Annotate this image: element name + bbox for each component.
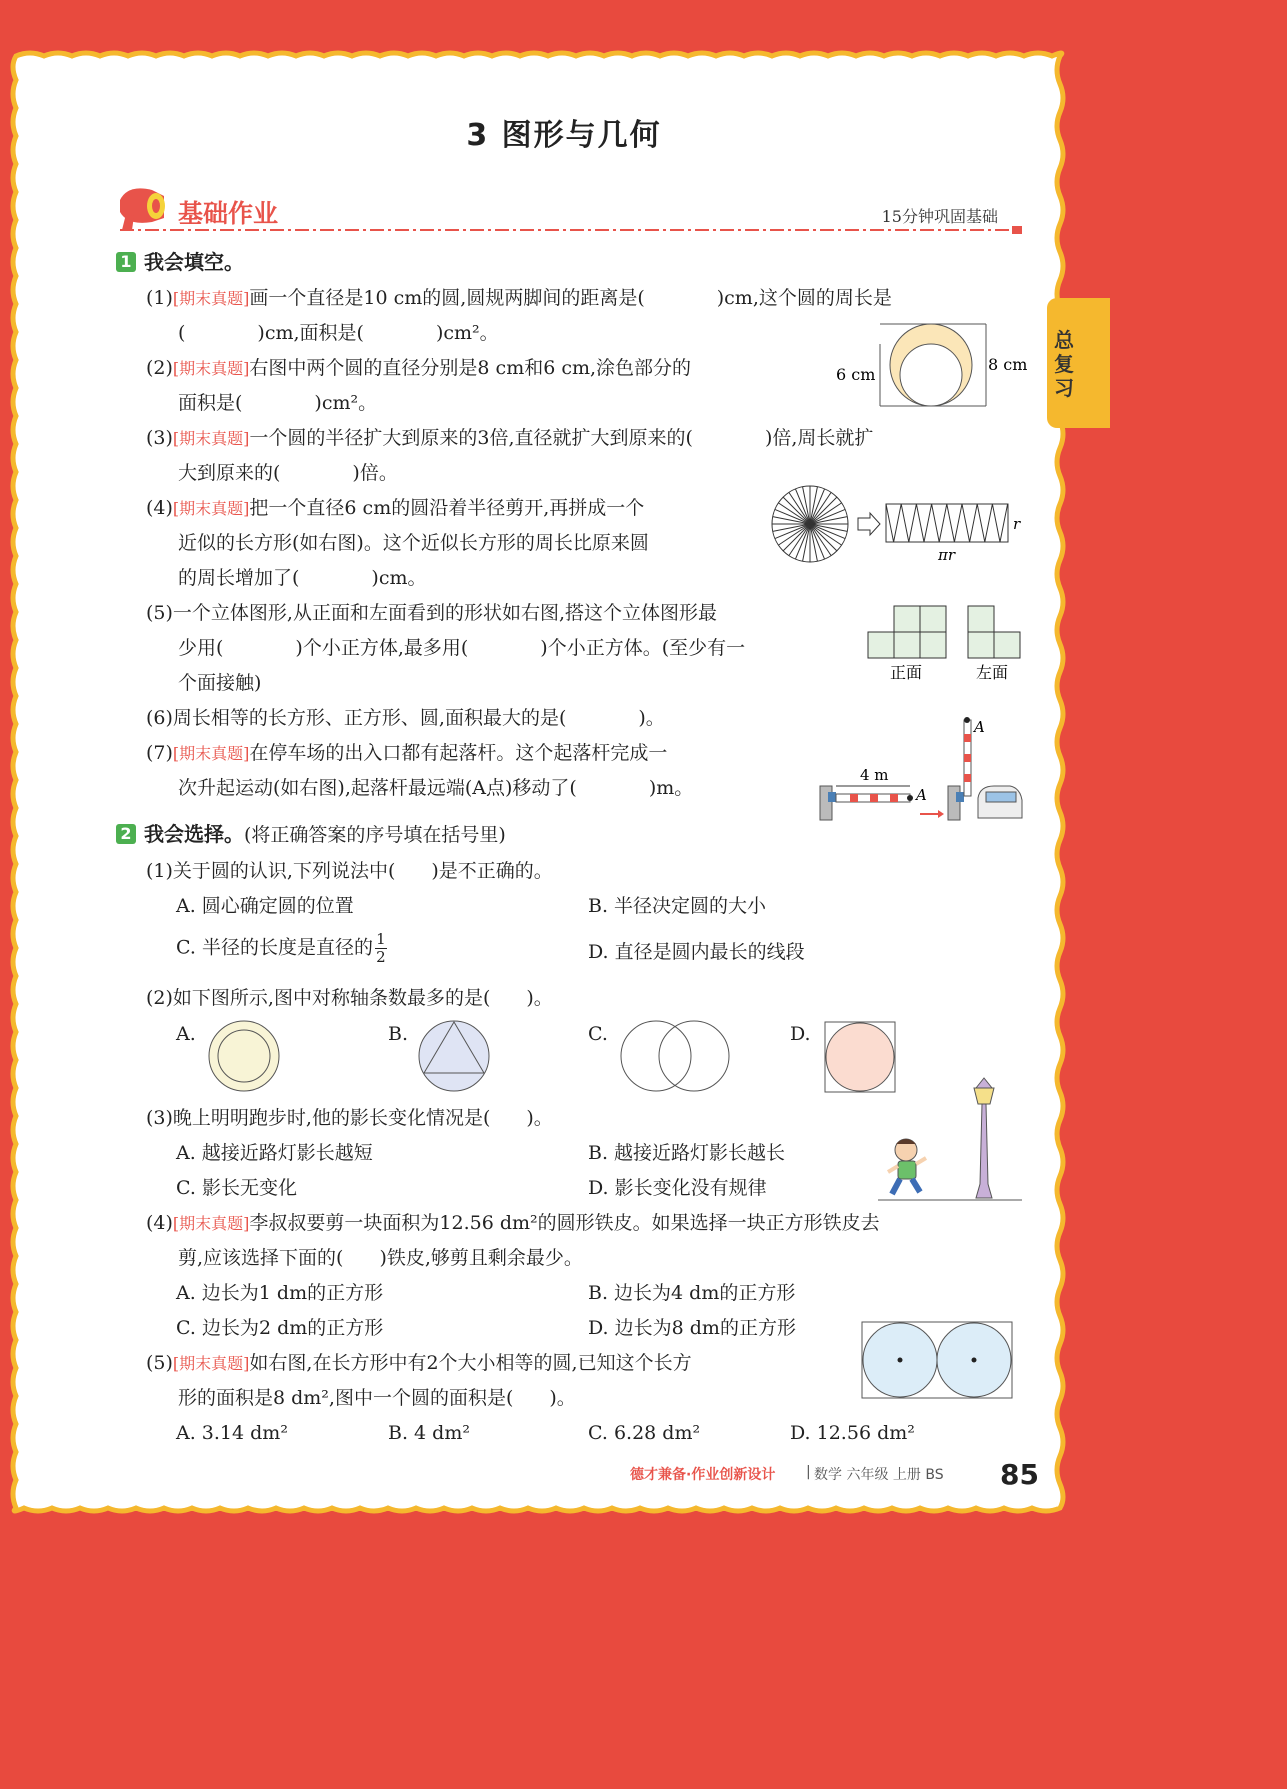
page-number: 85 — [1000, 1458, 1039, 1491]
choice-5-line-1: (5)[期末真题]如右图,在长方形中有2个大小相等的圆,已知这个长方 — [146, 1352, 692, 1374]
item-3-line-2: 大到原来的( )倍。 — [178, 462, 398, 484]
item-2-line-1: (2)[期末真题]右图中两个圆的直径分别是8 cm和6 cm,涂色部分的 — [146, 357, 692, 379]
choice-3-option-c: C. 影长无变化 — [176, 1177, 297, 1199]
figure-label-pir: πr — [938, 546, 956, 564]
choice-1-option-a: A. 圆心确定圆的位置 — [176, 895, 354, 917]
street-lamp-runner-figure — [876, 1074, 1024, 1204]
cube-views-figure — [866, 604, 1026, 686]
item-4-line-3: 的周长增加了( )cm。 — [178, 567, 427, 589]
triangle-in-circle-figure — [419, 1021, 489, 1091]
megaphone-icon — [120, 188, 165, 230]
question-heading: 我会选择。(将正确答案的序号填在括号里) — [144, 822, 506, 846]
item-4-line-1: (4)[期末真题]把一个直径6 cm的圆沿着半径剪开,再拼成一个 — [146, 497, 645, 519]
choice-4-line-1: (4)[期末真题]李叔叔要剪一块面积为12.56 dm²的圆形铁皮。如果选择一块正方形铁皮去 — [146, 1212, 880, 1234]
barrier-gate-figure — [814, 714, 1028, 826]
choice-3-stem: (3)晚上明明跑步时,他的影长变化情况是( )。 — [146, 1107, 553, 1129]
choice-1-stem: (1)关于圆的认识,下列说法中( )是不正确的。 — [146, 860, 553, 882]
question-number-badge: 1 — [116, 252, 136, 272]
item-1-line-2: ( )cm,面积是( )cm²。 — [178, 322, 499, 344]
choice-4-option-b: B. 边长为4 dm的正方形 — [588, 1282, 796, 1304]
item-3-line-1: (3)[期末真题]一个圆的半径扩大到原来的3倍,直径就扩大到原来的( )倍,周长就扩 — [146, 427, 874, 449]
figure-label-8cm: 8 cm — [988, 355, 1028, 374]
choice-1-option-c: C. 半径的长度是直径的 $\frac{1}{2}$ — [176, 930, 386, 966]
question-number-badge: 2 — [116, 824, 136, 844]
page-title: 3 图形与几何 — [466, 118, 662, 153]
item-6: (6)周长相等的长方形、正方形、圆,面积最大的是( )。 — [146, 707, 665, 729]
side-tab-label: 总复习 — [1054, 328, 1074, 400]
choice-5-option-d: D. 12.56 dm² — [790, 1422, 915, 1444]
choice-5-option-b: B. 4 dm² — [388, 1422, 470, 1444]
choice-5-option-c: C. 6.28 dm² — [588, 1422, 701, 1444]
choice-1-option-d: D. 直径是圆内最长的线段 — [588, 941, 805, 963]
section-title: 基础作业 — [178, 199, 279, 228]
choice-2-option-c: C. — [588, 1023, 608, 1045]
item-1-line-1: (1)[期末真题]画一个直径是10 cm的圆,圆规两脚间的距离是( )cm,这个圆的周长是 — [146, 287, 892, 309]
length-label-4m: 4 m — [860, 766, 889, 784]
section-subtitle: 15分钟巩固基础 — [881, 207, 998, 226]
footer-brand: 德才兼备·作业创新设计 — [630, 1467, 776, 1483]
choice-2-option-d: D. — [790, 1023, 811, 1045]
choice-3-option-d: D. 影长变化没有规律 — [588, 1177, 767, 1199]
choice-4-line-2: 剪,应该选择下面的( )铁皮,够剪且剩余最少。 — [178, 1247, 583, 1269]
two-circles-figure — [836, 318, 1028, 413]
point-a-label-top: A — [974, 718, 985, 736]
choice-4-option-c: C. 边长为2 dm的正方形 — [176, 1317, 384, 1339]
question-heading: 我会填空。 — [144, 250, 244, 274]
choice-1-option-b: B. 半径决定圆的大小 — [588, 895, 767, 917]
item-2-line-2: 面积是( )cm²。 — [178, 392, 378, 414]
two-circles-in-rectangle-figure — [860, 1320, 1016, 1400]
front-view-label: 正面 — [890, 663, 923, 682]
figure-label-r: r — [1013, 515, 1021, 533]
choice-5-option-a: A. 3.14 dm² — [176, 1422, 288, 1444]
choice-4-option-a: A. 边长为1 dm的正方形 — [176, 1282, 384, 1304]
symmetry-figures — [206, 1018, 906, 1096]
item-7-line-1: (7)[期末真题]在停车场的出入口都有起落杆。这个起落杆完成一 — [146, 742, 668, 764]
overlapping-circles-figure — [621, 1021, 729, 1091]
running-boy-icon — [888, 1139, 926, 1194]
concentric-circles-figure — [209, 1021, 279, 1091]
choice-2-option-a: A. — [176, 1023, 196, 1045]
item-4-line-2: 近似的长方形(如右图)。这个近似长方形的周长比原来圆 — [178, 532, 649, 554]
choice-3-option-a: A. 越接近路灯影长越短 — [176, 1142, 373, 1164]
choice-2-stem: (2)如下图所示,图中对称轴条数最多的是( )。 — [146, 987, 553, 1009]
left-view-label: 左面 — [976, 663, 1009, 682]
item-5-line-1: (5)一个立体图形,从正面和左面看到的形状如右图,搭这个立体图形最 — [146, 602, 717, 624]
item-7-line-2: 次升起运动(如右图),起落杆最远端(A点)移动了( )m。 — [178, 777, 694, 799]
choice-5-line-2: 形的面积是8 dm²,图中一个圆的面积是( )。 — [178, 1387, 576, 1409]
point-a-label-bottom: A — [916, 786, 927, 804]
circle-to-rectangle-figure — [770, 484, 1032, 566]
footer-divider: | — [806, 1464, 811, 1480]
choice-4-option-d: D. 边长为8 dm的正方形 — [588, 1317, 796, 1339]
item-5-line-3: 个面接触) — [178, 672, 262, 694]
choice-2-option-b: B. — [388, 1023, 409, 1045]
footer-subject: 数学 六年级 上册 BS — [814, 1467, 944, 1483]
item-5-line-2: 少用( )个小正方体,最多用( )个小正方体。(至少有一 — [178, 637, 746, 659]
figure-label-6cm: 6 cm — [836, 365, 876, 384]
choice-3-option-b: B. 越接近路灯影长越长 — [588, 1142, 786, 1164]
